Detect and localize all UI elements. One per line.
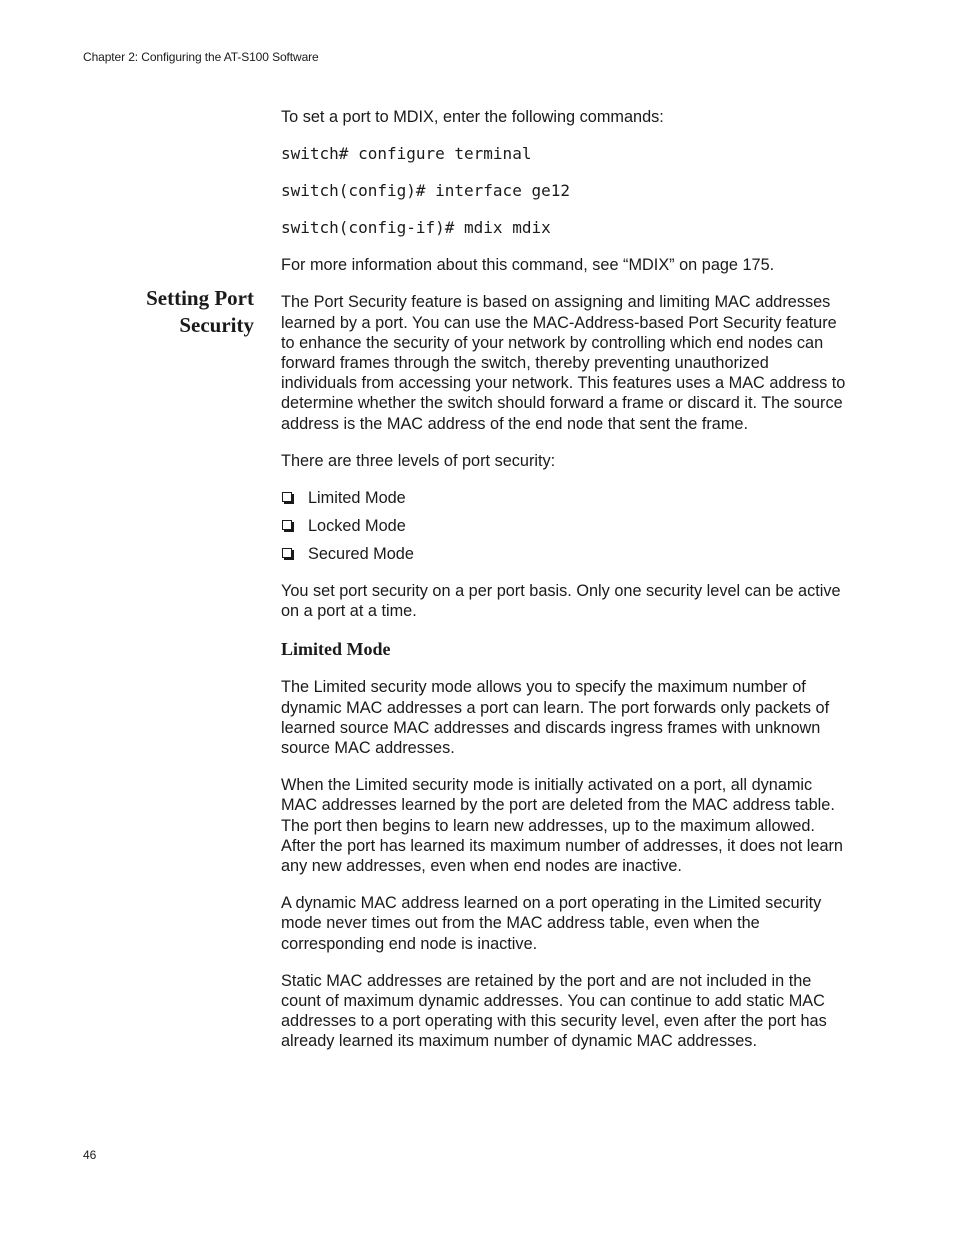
body-paragraph: You set port security on a per port basis. Only one security level can be active on a port at a time.: [281, 582, 841, 621]
list-item-label: Locked Mode: [308, 517, 406, 536]
security-levels-list: [281, 488, 849, 564]
body-paragraph: The Port Security feature is based on assigning and limiting MAC addresses learned by a port. You can use the MAC-Address-based Port Security feature to enhance the security of your network by controlling which end nodes can forward frames through the switch, thereby preventing unauthorized individuals from accessing your network. This features uses a MAC address to determine whether the switch should forward a frame or discard it. The source address is the MAC address of the end node that sent the frame.: [281, 293, 846, 433]
section-heading: [121, 285, 254, 339]
checkbox-bullet-icon: [282, 492, 292, 502]
checkbox-bullet-icon: [282, 548, 292, 558]
body-paragraph: A dynamic MAC address learned on a port operating in the Limited security mode never times out from the MAC address table, even when the corresponding end node is inactive.: [281, 894, 822, 953]
command-line: switch(config-if)# mdix mdix: [281, 218, 551, 238]
body-paragraph: There are three levels of port security:: [281, 451, 556, 470]
list-item: [281, 516, 849, 536]
page-content: [146, 107, 849, 1069]
more-info-text: For more information about this command, see “MDIX” on page 175.: [281, 256, 775, 275]
port-security-section: [146, 286, 849, 1051]
body-paragraph: Static MAC addresses are retained by the port and are not included in the count of maximum dynamic addresses. You can continue to add static MAC addresses to a port operating with this security level, even after the port has already learned its maximum number of dynamic MAC addresses.: [281, 971, 827, 1051]
subsection-heading: Limited Mode: [281, 639, 391, 660]
checkbox-bullet-icon: [282, 520, 292, 530]
section-heading-line: Setting Port: [146, 286, 254, 311]
command-line: switch# configure terminal: [281, 144, 532, 164]
list-item: [281, 544, 849, 564]
section-heading-line: Security: [179, 313, 254, 338]
list-item-label: Secured Mode: [308, 545, 414, 564]
command-line: switch(config)# interface ge12: [281, 181, 570, 201]
body-paragraph: The Limited security mode allows you to specify the maximum number of dynamic MAC addresses a port can learn. The port forwards only packets of learned source MAC addresses and discards ingress frames with unknown source MAC addresses.: [281, 678, 830, 758]
list-item: [281, 488, 849, 508]
page-number: 46: [83, 1148, 97, 1162]
body-paragraph: When the Limited security mode is initially activated on a port, all dynamic MAC addresses learned by the port are deleted from the MAC address table. The port then begins to learn new addresses, up to the maximum allowed. After the port has learned its maximum number of addresses, it does not learn any new addresses, even when end nodes are inactive.: [281, 776, 843, 876]
running-header: Chapter 2: Configuring the AT-S100 Software: [83, 50, 319, 64]
intro-text: To set a port to MDIX, enter the following commands:: [281, 108, 664, 126]
list-item-label: Limited Mode: [308, 489, 406, 508]
